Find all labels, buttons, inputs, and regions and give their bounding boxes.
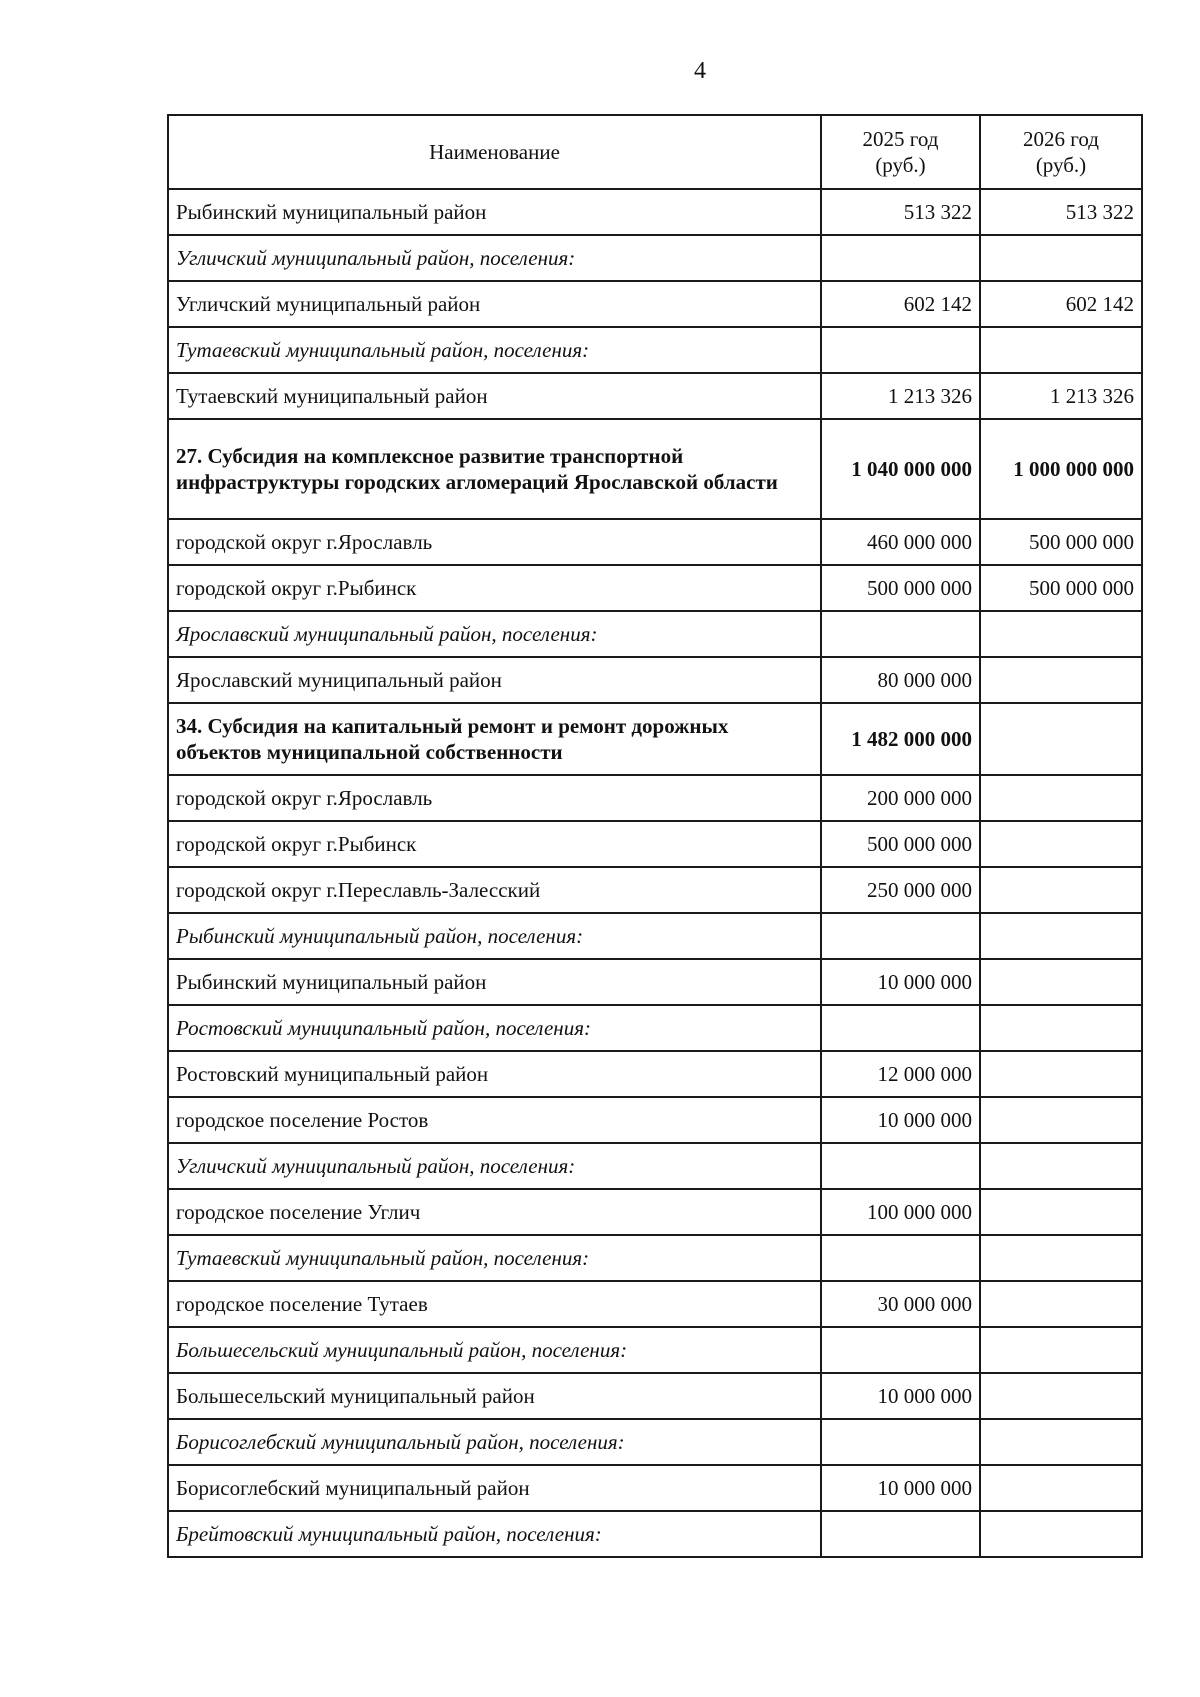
row-value-2026: 1 000 000 000 [980, 419, 1142, 519]
row-value-2025 [821, 1327, 980, 1373]
table-header-row [168, 115, 1142, 189]
row-value-2025 [821, 235, 980, 281]
row-name: Борисоглебский муниципальный район [168, 1465, 821, 1511]
row-value-2026 [980, 657, 1142, 703]
row-value-2026 [980, 1097, 1142, 1143]
row-name: Угличский муниципальный район, поселения: [168, 1143, 821, 1189]
row-value-2026 [980, 821, 1142, 867]
row-name: Ярославский муниципальный район, поселения: [168, 611, 821, 657]
row-value-2025 [821, 913, 980, 959]
row-value-2026 [980, 775, 1142, 821]
row-value-2025 [821, 1511, 980, 1557]
row-value-2025: 250 000 000 [821, 867, 980, 913]
table-row [168, 373, 1142, 419]
table-row [168, 1373, 1142, 1419]
group-heading-row [168, 1511, 1142, 1557]
table-row [168, 657, 1142, 703]
row-name: 27. Субсидия на комплексное развитие транспортной инфраструктуры городских агломераций Ярославской области [168, 419, 821, 519]
row-value-2025: 460 000 000 [821, 519, 980, 565]
table-row [168, 1051, 1142, 1097]
table-row [168, 1189, 1142, 1235]
row-value-2026 [980, 913, 1142, 959]
row-value-2025: 30 000 000 [821, 1281, 980, 1327]
row-value-2025: 10 000 000 [821, 1097, 980, 1143]
row-value-2025 [821, 327, 980, 373]
row-value-2025: 100 000 000 [821, 1189, 980, 1235]
row-value-2026 [980, 1235, 1142, 1281]
row-name: 34. Субсидия на капитальный ремонт и ремонт дорожных объектов муниципальной собственности [168, 703, 821, 775]
table-row [168, 775, 1142, 821]
row-name: Ростовский муниципальный район [168, 1051, 821, 1097]
group-heading-row [168, 1005, 1142, 1051]
table-body [168, 189, 1142, 1557]
row-value-2025: 1 482 000 000 [821, 703, 980, 775]
row-value-2025 [821, 1419, 980, 1465]
row-name: Ростовский муниципальный район, поселения: [168, 1005, 821, 1051]
table-row [168, 1097, 1142, 1143]
row-name: Борисоглебский муниципальный район, поселения: [168, 1419, 821, 1465]
row-name: городской округ г.Рыбинск [168, 565, 821, 611]
group-heading-row [168, 611, 1142, 657]
row-name: Тутаевский муниципальный район [168, 373, 821, 419]
section-row [168, 703, 1142, 775]
table-row [168, 959, 1142, 1005]
row-value-2025 [821, 1235, 980, 1281]
row-value-2025: 1 213 326 [821, 373, 980, 419]
row-name: Брейтовский муниципальный район, поселения: [168, 1511, 821, 1557]
row-value-2025: 10 000 000 [821, 1465, 980, 1511]
table-row [168, 189, 1142, 235]
table-row [168, 519, 1142, 565]
row-value-2026 [980, 611, 1142, 657]
group-heading-row [168, 1235, 1142, 1281]
row-value-2025: 500 000 000 [821, 565, 980, 611]
row-name: Большесельский муниципальный район [168, 1373, 821, 1419]
row-name: Ярославский муниципальный район [168, 657, 821, 703]
row-value-2025: 10 000 000 [821, 1373, 980, 1419]
row-value-2026 [980, 703, 1142, 775]
row-value-2025: 80 000 000 [821, 657, 980, 703]
row-value-2026 [980, 867, 1142, 913]
row-name: Рыбинский муниципальный район [168, 959, 821, 1005]
row-value-2026 [980, 959, 1142, 1005]
row-name: городской округ г.Ярославль [168, 519, 821, 565]
section-row [168, 419, 1142, 519]
row-value-2026 [980, 1281, 1142, 1327]
group-heading-row [168, 327, 1142, 373]
row-value-2026: 602 142 [980, 281, 1142, 327]
group-heading-row [168, 1327, 1142, 1373]
row-value-2025: 500 000 000 [821, 821, 980, 867]
table-row [168, 565, 1142, 611]
row-name: городской округ г.Рыбинск [168, 821, 821, 867]
row-name: городское поселение Углич [168, 1189, 821, 1235]
row-value-2025 [821, 1143, 980, 1189]
row-value-2026: 500 000 000 [980, 565, 1142, 611]
group-heading-row [168, 913, 1142, 959]
row-value-2026: 513 322 [980, 189, 1142, 235]
row-value-2026: 1 213 326 [980, 373, 1142, 419]
row-value-2026 [980, 1005, 1142, 1051]
table-row [168, 281, 1142, 327]
row-value-2025: 602 142 [821, 281, 980, 327]
row-value-2026 [980, 1143, 1142, 1189]
row-value-2026 [980, 1465, 1142, 1511]
page-number: 4 [694, 58, 706, 84]
row-name: городское поселение Ростов [168, 1097, 821, 1143]
row-name: Тутаевский муниципальный район, поселения: [168, 1235, 821, 1281]
header-year-2025: 2025 год (руб.) [821, 115, 980, 189]
row-value-2026 [980, 235, 1142, 281]
group-heading-row [168, 235, 1142, 281]
row-value-2025: 12 000 000 [821, 1051, 980, 1097]
row-value-2026 [980, 1373, 1142, 1419]
table-row [168, 867, 1142, 913]
table-row [168, 1281, 1142, 1327]
row-value-2026 [980, 1051, 1142, 1097]
row-name: городское поселение Тутаев [168, 1281, 821, 1327]
row-name: Рыбинский муниципальный район [168, 189, 821, 235]
row-value-2025 [821, 611, 980, 657]
row-name: городской округ г.Ярославль [168, 775, 821, 821]
row-name: Угличский муниципальный район [168, 281, 821, 327]
row-value-2025: 200 000 000 [821, 775, 980, 821]
row-value-2025 [821, 1005, 980, 1051]
row-value-2025: 1 040 000 000 [821, 419, 980, 519]
table-row [168, 1465, 1142, 1511]
group-heading-row [168, 1143, 1142, 1189]
row-value-2026 [980, 327, 1142, 373]
row-value-2026 [980, 1189, 1142, 1235]
row-value-2026 [980, 1327, 1142, 1373]
row-value-2026 [980, 1419, 1142, 1465]
row-value-2025: 513 322 [821, 189, 980, 235]
row-value-2026: 500 000 000 [980, 519, 1142, 565]
row-name: Тутаевский муниципальный район, поселения: [168, 327, 821, 373]
row-name: Рыбинский муниципальный район, поселения: [168, 913, 821, 959]
row-value-2026 [980, 1511, 1142, 1557]
header-name: Наименование [168, 115, 821, 189]
header-year-2026: 2026 год (руб.) [980, 115, 1142, 189]
budget-table [167, 114, 1143, 1558]
row-value-2025: 10 000 000 [821, 959, 980, 1005]
group-heading-row [168, 1419, 1142, 1465]
row-name: Большесельский муниципальный район, поселения: [168, 1327, 821, 1373]
row-name: Угличский муниципальный район, поселения: [168, 235, 821, 281]
row-name: городской округ г.Переславль-Залесский [168, 867, 821, 913]
table-row [168, 821, 1142, 867]
